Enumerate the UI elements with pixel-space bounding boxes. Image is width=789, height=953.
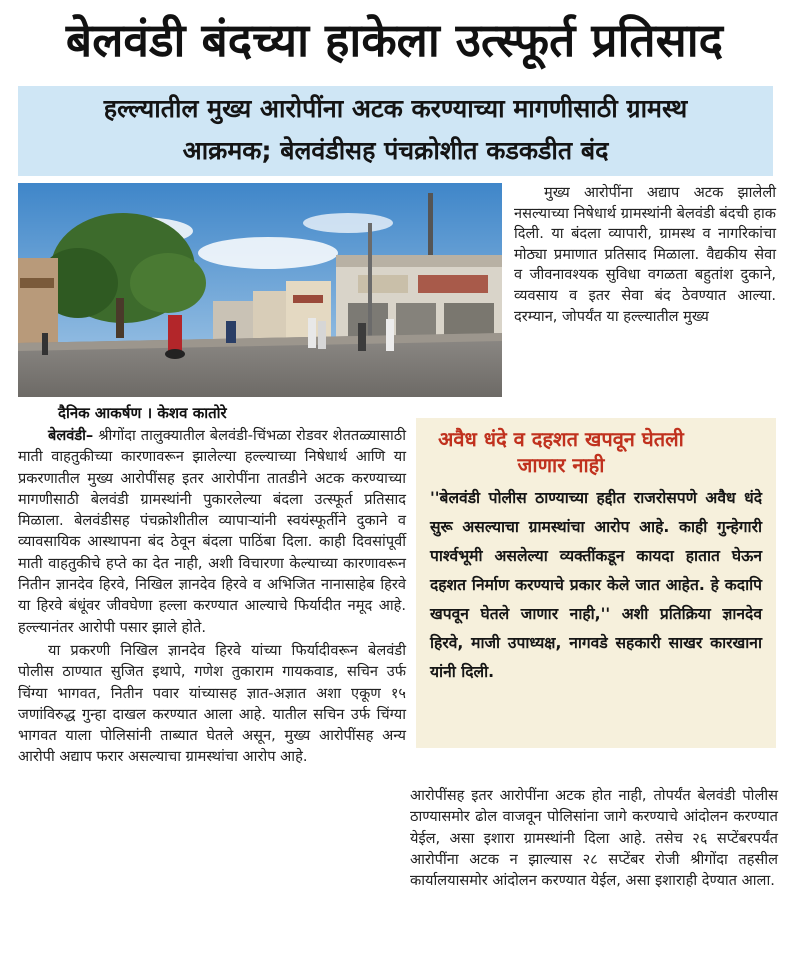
street-scene-image: [18, 183, 502, 397]
intro-column: [514, 183, 776, 327]
highlight-box-title: अवैध धंदे व दहशत खपवून घेतली जाणार नाही: [438, 427, 684, 477]
body-paragraph-1: [18, 425, 406, 638]
intro-paragraph: मुख्य आरोपींना अद्याप अटक झालेली नसल्याच्या निषेधार्थ ग्रामस्थांनी बेलवंडी बंदची हाक दिली. या बंदला व्यापारी, ग्रामस्थ व नागरिकांचा मोठ्या प्रमाणात प्रतिसाद मिळाला. वैद्यकीय सेवा व जीवनावश्यक सुविधा वगळता बहुतांश दुकाने, व्यवसाय व इतर सेवा बंद ठेवण्यात आल्या. दरम्यान, जोपर्यंत या हल्ल्यातील मुख्य: [514, 184, 776, 325]
subheadline-line-1: हल्ल्यातील मुख्य आरोपींना अटक करण्याच्या मागणीसाठी ग्रामस्थ: [103, 94, 688, 123]
subheadline: [18, 88, 773, 172]
body-paragraph-3: आरोपींसह इतर आरोपींना अटक होत नाही, तोपर्यंत बेलवंडी पोलीस ठाण्यासमोर ढोल वाजवून पोलिसांना जागे करण्याचे आंदोलन करण्यात येईल, असा इशारा ग्रामस्थांनी दिला आहे. तसेच २६ सप्टेंबरपर्यंत आरोपींना अटक न झाल्यास २८ सप्टेंबर रोजी श्रीगोंदा तहसील कार्यालयासमोर आंदोलन करण्यात येईल, असा इशाराही देण्यात आला.: [410, 787, 778, 890]
headline: बेलवंडी बंदच्या हाकेला उत्स्फूर्त प्रतिसाद: [65, 13, 724, 67]
subheadline-line-2: आक्रमक; बेलवंडीसह पंचक्रोशीत कडकडीत बंद: [182, 136, 609, 165]
dateline: बेलवंडी–: [48, 427, 94, 444]
byline: दैनिक आकर्षण । केशव कातोरे: [58, 404, 227, 422]
left-body-column: [18, 425, 406, 768]
body-paragraph-1-text: श्रीगोंदा तालुक्यातील बेलवंडी-चिंभळा रोडवर शेततळ्यासाठी माती वाहतुकीच्या कारणावरून झालेल्या हल्ल्याच्या निषेधार्थ आणि या प्रकरणातील मुख्य आरोपींसह इतर आरोपींना तातडीने अटक करण्याच्या मागणीसाठी बेलवंडी ग्रामस्थांनी पुकारलेल्या बंदला उत्स्फूर्त प्रतिसाद मिळाला. बेलवंडीसह पंचक्रोशीतील व्यापाऱ्यांनी स्वयंस्फूर्तीने दुकाने व व्यावसायिक आस्थापना बंद ठेवून बंदला पाठिंबा दिला. काही दिवसांपूर्वी माती वाहतुकीचे हप्ते का देत नाही, अशी विचारणा केल्याच्या कारणावरून नितीन ज्ञानदेव हिरवे, निखिल ज्ञानदेव हिरवे व अभिजित नानासाहेब हिरवे या हिरवे बंधूंवर जीवघेणा हल्ला करण्यात आल्याचे फिर्यादीत नमूद आहे. हल्ल्यानंतर आरोपी पसार झाले होते.: [18, 427, 406, 636]
right-bottom-column: [410, 785, 778, 891]
body-paragraph-2: या प्रकरणी निखिल ज्ञानदेव हिरवे यांच्या फिर्यादीवरून बेलवंडी पोलीस ठाण्यात सुजित इथापे, गणेश तुकाराम गायकवाड, सचिन उर्फ चिंग्या भागवत, नितीन पवार यांच्यासह ज्ञात-अज्ञात अशा एकूण १५ जणांविरुद्ध गुन्हा दाखल करण्यात आला आहे. यातील सचिन उर्फ चिंग्या भागवत याला पोलिसांनी ताब्यात घेतले असून, मुख्य आरोपींसह अन्य आरोपी अद्याप फरार असल्याचा ग्रामस्थांचा आरोप आहे.: [18, 641, 406, 766]
highlight-box: [416, 418, 776, 748]
news-photo: [18, 183, 502, 397]
highlight-box-quote: ''बेलवंडी पोलीस ठाण्याच्या हद्दीत राजरोसपणे अवैध धंदे सुरू असल्याचा ग्रामस्थांचा आरोप आहे. काही गुन्हेगारी पार्श्वभूमी असलेल्या व्यक्तींकडून कायदा हातात घेऊन दहशत निर्माण करण्याचे प्रकार केले जात आहेत. हे कदापि खपवून घेतले जाणार नाही,'' अशी प्रतिक्रिया ज्ञानदेव हिरवे, माजी उपाध्यक्ष, नागवडे सहकारी साखर कारखाना यांनी दिली.: [430, 489, 762, 681]
